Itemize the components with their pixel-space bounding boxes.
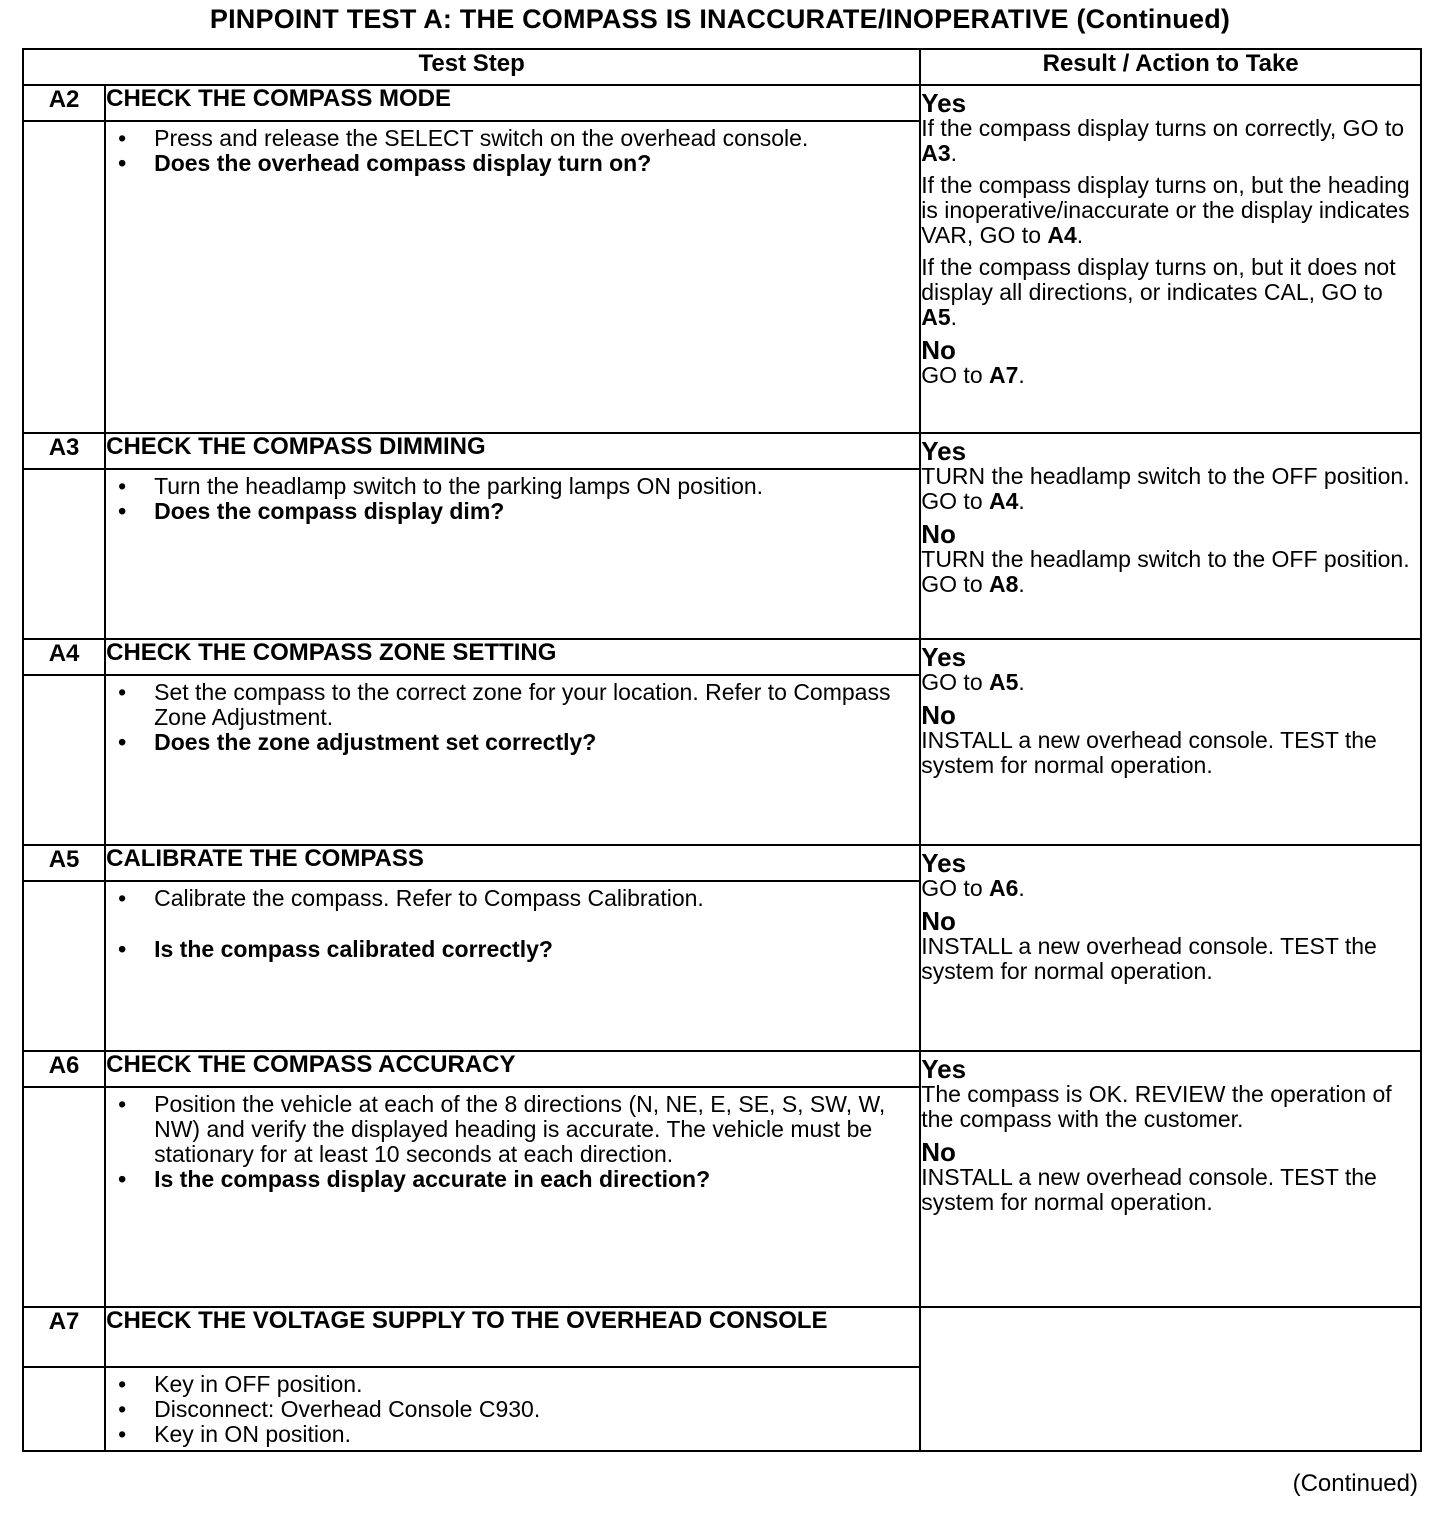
instruction-question: • Does the overhead compass display turn on? [154,151,919,176]
instruction-item: • Position the vehicle at each of the 8 directions (N, NE, E, SE, S, SW, W, NW) and verify the displayed heading is accurate. The vehicle must be stationary for at least 10 seconds at each direction. [154,1092,919,1167]
step-instructions [105,1367,920,1451]
result-action-text [921,363,1420,388]
step-id: A2 [23,85,105,121]
action-punct: . [1018,571,1025,597]
step-header-row [23,1051,1421,1087]
step-instructions [105,1087,920,1307]
result-action-text [921,670,1420,695]
action-text: GO to [921,875,990,901]
instruction-list [106,676,919,755]
step-spacer [23,121,105,433]
action-text: If the compass display turns on, but it does not display all directions, or indicates CAL, GO to [921,254,1396,305]
instruction-item: • Turn the headlamp switch to the parking lamps ON position. [154,474,919,499]
result-action-text [921,173,1420,248]
result-action-text [921,934,1420,984]
step-title: CHECK THE COMPASS MODE [105,85,920,121]
step-id: A3 [23,433,105,469]
step-id: A4 [23,639,105,675]
instruction-list [106,1368,919,1447]
result-action-text [921,547,1420,597]
action-text: If the compass display turns on correctly, GO to [921,115,1405,141]
result-cell [920,85,1421,433]
action-punct: . [1018,669,1025,695]
result-action-text [921,255,1420,330]
action-text: INSTALL a new overhead console. TEST the system for normal operation. [921,727,1377,778]
result-yes-label: Yes [921,848,967,878]
result-action-text [921,876,1420,901]
instruction-question: • Is the compass calibrated correctly? [154,937,919,962]
action-text: GO to [921,669,990,695]
step-reference: A7 [989,362,1019,388]
step-id: A5 [23,845,105,881]
result-action-text [921,1165,1420,1215]
step-title: CHECK THE VOLTAGE SUPPLY TO THE OVERHEAD CONSOLE [105,1307,920,1367]
pinpoint-test-table [22,48,1422,1452]
test-step-header: Test Step [23,49,920,85]
action-punct: . [950,304,958,330]
step-title: CALIBRATE THE COMPASS [105,845,920,881]
result-cell [920,845,1421,1051]
table-header-row [23,49,1421,85]
result-yes-label: Yes [921,642,967,672]
step-instructions [105,121,920,433]
step-spacer [23,469,105,639]
result-cell [920,1307,1421,1451]
continued-note: (Continued) [1292,1470,1418,1497]
step-reference: A4 [989,488,1019,514]
instruction-list [106,882,919,962]
instruction-item: • Disconnect: Overhead Console C930. [154,1397,919,1422]
result-action-text [921,1082,1420,1132]
result-cell [920,1051,1421,1307]
step-reference: A6 [989,875,1019,901]
result-cell [920,433,1421,639]
result-no-label: No [921,1137,956,1167]
step-instructions [105,881,920,1051]
action-text: TURN the headlamp switch to the OFF position. GO to [921,463,1410,514]
instruction-question: • Is the compass display accurate in each direction? [154,1167,919,1192]
result-no-label: No [921,906,956,936]
result-header: Result / Action to Take [920,49,1421,85]
result-action-text [921,728,1420,778]
step-reference: A4 [1047,222,1077,248]
step-spacer [23,675,105,845]
action-text: INSTALL a new overhead console. TEST the system for normal operation. [921,1164,1377,1215]
result-no-label: No [921,519,956,549]
action-text: The compass is OK. REVIEW the operation of the compass with the customer. [921,1081,1392,1132]
result-no-label: No [921,335,956,365]
instruction-list [106,1088,919,1192]
instruction-question: • Does the compass display dim? [154,499,919,524]
action-text: TURN the headlamp switch to the OFF position. GO to [921,546,1410,597]
step-header-row [23,639,1421,675]
result-no-label: No [921,700,956,730]
page-title: PINPOINT TEST A: THE COMPASS IS INACCURATE/INOPERATIVE (Continued) [209,4,1231,34]
step-id: A7 [23,1307,105,1367]
step-title: CHECK THE COMPASS ZONE SETTING [105,639,920,675]
action-punct: . [1018,362,1025,388]
step-title: CHECK THE COMPASS DIMMING [105,433,920,469]
action-text: INSTALL a new overhead console. TEST the system for normal operation. [921,933,1377,984]
step-spacer [23,881,105,1051]
step-header-row [23,845,1421,881]
step-title: CHECK THE COMPASS ACCURACY [105,1051,920,1087]
instruction-list [106,122,919,176]
result-cell [920,639,1421,845]
step-header-row [23,85,1421,121]
instruction-item: • Press and release the SELECT switch on the overhead console. [154,126,919,151]
action-punct: . [950,140,958,166]
action-text: GO to [921,362,990,388]
action-text: If the compass display turns on, but the heading is inoperative/inaccurate or the display indicates VAR, GO to [921,172,1410,248]
step-reference: A8 [989,571,1019,597]
steps-body [23,85,1421,1451]
result-yes-label: Yes [921,1054,967,1084]
result-action-text [921,116,1420,166]
step-reference: A5 [921,304,951,330]
action-punct: . [1018,875,1025,901]
instruction-question: • Does the zone adjustment set correctly? [154,730,919,755]
action-punct: . [1076,222,1084,248]
step-instructions [105,469,920,639]
step-reference: A3 [921,140,951,166]
instruction-item: • Key in OFF position. [154,1372,919,1397]
step-header-row [23,433,1421,469]
result-yes-label: Yes [921,88,967,118]
action-punct: . [1018,488,1025,514]
result-action-text [921,464,1420,514]
instruction-item: • Key in ON position. [154,1422,919,1447]
step-id: A6 [23,1051,105,1087]
result-yes-label: Yes [921,436,967,466]
step-spacer [23,1367,105,1451]
step-reference: A5 [989,669,1019,695]
step-instructions [105,675,920,845]
instruction-item: • Calibrate the compass. Refer to Compass Calibration. [154,886,919,911]
instruction-item: • Set the compass to the correct zone for your location. Refer to Compass Zone Adjustment. [154,680,919,730]
step-spacer [23,1087,105,1307]
step-header-row [23,1307,1421,1367]
instruction-list [106,470,919,524]
